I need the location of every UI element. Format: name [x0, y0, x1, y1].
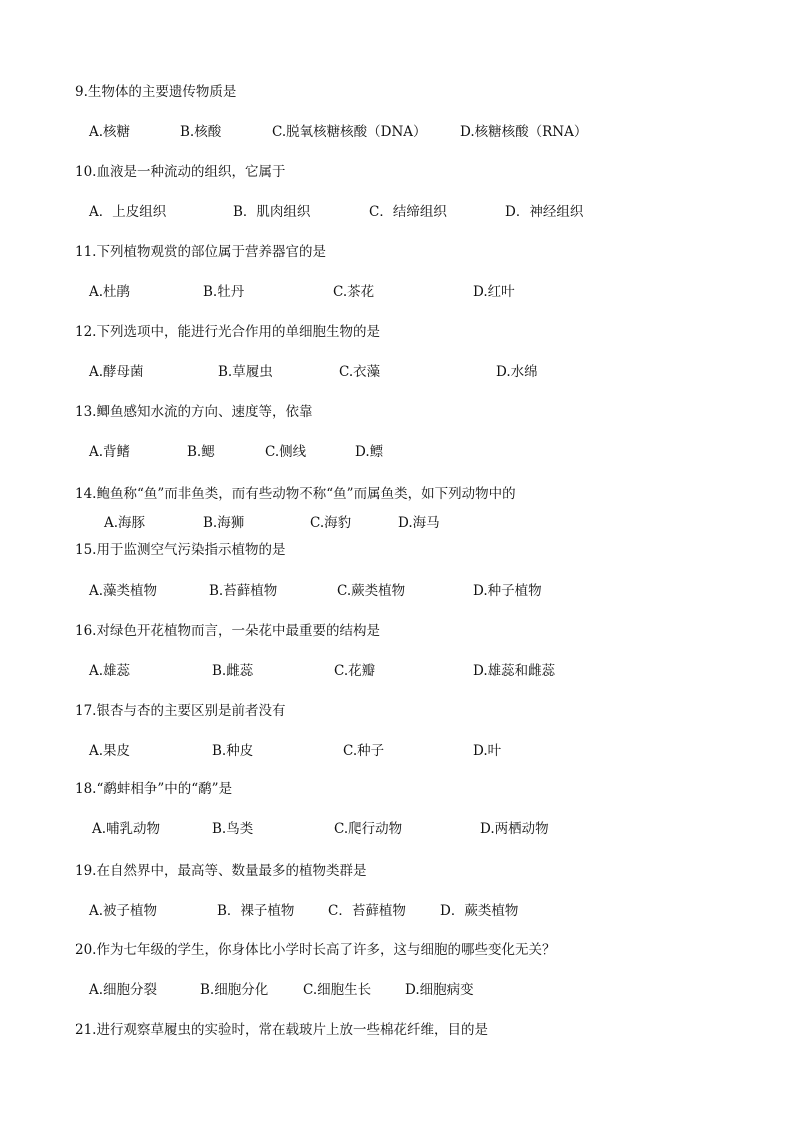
option-15-d: D.种子植物: [473, 583, 542, 599]
question-stem-18: 18.“鹬蚌相争”中的“鹬”是: [75, 781, 233, 797]
option-20-a: A.细胞分裂: [89, 982, 158, 998]
option-9-d: D.核糖核酸（RNA）: [460, 124, 588, 140]
option-17-c: C.种子: [343, 743, 385, 759]
option-10-b: B．肌肉组织: [233, 204, 311, 220]
question-stem-10: 10.血液是一种流动的组织，它属于: [75, 164, 286, 180]
option-12-b: B.草履虫: [218, 364, 273, 380]
option-18-a: A.哺乳动物: [92, 821, 161, 837]
option-13-a: A.背鳍: [89, 444, 131, 460]
option-15-c: C.蕨类植物: [337, 583, 406, 599]
option-10-d: D．神经组织: [505, 204, 584, 220]
question-stem-20: 20.作为七年级的学生，你身体比小学时长高了许多，这与细胞的哪些变化无关？: [75, 942, 556, 958]
question-stem-12: 12.下列选项中，能进行光合作用的单细胞生物的是: [75, 324, 380, 340]
option-13-d: D.鳔: [355, 444, 384, 460]
option-17-d: D.叶: [473, 743, 502, 759]
question-stem-17: 17.银杏与杏的主要区别是前者没有: [75, 703, 286, 719]
option-16-a: A.雄蕊: [89, 663, 131, 679]
option-14-b: B.海狮: [203, 515, 245, 531]
question-stem-16: 16.对绿色开花植物而言，一朵花中最重要的结构是: [75, 623, 380, 639]
option-14-d: D.海马: [398, 515, 440, 531]
option-18-c: C.爬行动物: [334, 821, 403, 837]
option-18-b: B.鸟类: [212, 821, 254, 837]
option-16-c: C.花瓣: [334, 663, 376, 679]
option-19-d: D．蕨类植物: [440, 903, 519, 919]
option-17-a: A.果皮: [89, 743, 131, 759]
option-11-d: D.红叶: [473, 284, 515, 300]
option-17-b: B.种皮: [212, 743, 254, 759]
option-15-b: B.苔藓植物: [209, 583, 278, 599]
option-20-d: D.细胞病变: [405, 982, 474, 998]
option-11-a: A.杜鹃: [89, 284, 131, 300]
option-10-c: C．结缔组织: [369, 204, 447, 220]
question-stem-14: 14.鲍鱼称“鱼”而非鱼类，而有些动物不称“鱼”而属鱼类，如下列动物中的: [75, 486, 516, 502]
option-19-c: C．苔藓植物: [328, 903, 406, 919]
option-9-b: B.核酸: [180, 124, 222, 140]
question-stem-13: 13.鲫鱼感知水流的方向、速度等，依靠: [75, 404, 313, 420]
option-16-b: B.雌蕊: [212, 663, 254, 679]
question-stem-15: 15.用于监测空气污染指示植物的是: [75, 542, 286, 558]
option-11-b: B.牡丹: [203, 284, 245, 300]
question-stem-19: 19.在自然界中，最高等、数量最多的植物类群是: [75, 863, 367, 879]
option-18-d: D.两栖动物: [480, 821, 549, 837]
question-stem-21: 21.进行观察草履虫的实验时，常在载玻片上放一些棉花纤维，目的是: [75, 1022, 488, 1038]
option-19-b: B．裸子植物: [217, 903, 295, 919]
option-10-a: A．上皮组织: [89, 204, 167, 220]
option-20-c: C.细胞生长: [303, 982, 372, 998]
question-stem-11: 11.下列植物观赏的部位属于营养器官的是: [75, 244, 326, 260]
option-9-a: A.核糖: [89, 124, 131, 140]
option-11-c: C.茶花: [333, 284, 375, 300]
option-14-c: C.海豹: [310, 515, 352, 531]
option-20-b: B.细胞分化: [200, 982, 269, 998]
option-15-a: A.藻类植物: [89, 583, 158, 599]
question-stem-9: 9.生物体的主要遗传物质是: [75, 84, 237, 100]
option-9-c: C.脱氧核糖核酸（DNA）: [272, 124, 427, 140]
option-12-c: C.衣藻: [339, 364, 381, 380]
option-16-d: D.雄蕊和雌蕊: [473, 663, 556, 679]
option-12-a: A.酵母菌: [89, 364, 144, 380]
option-13-c: C.侧线: [265, 444, 307, 460]
option-14-a: A.海豚: [104, 515, 146, 531]
option-19-a: A.被子植物: [89, 903, 158, 919]
option-12-d: D.水绵: [496, 364, 538, 380]
option-13-b: B.鳃: [187, 444, 215, 460]
